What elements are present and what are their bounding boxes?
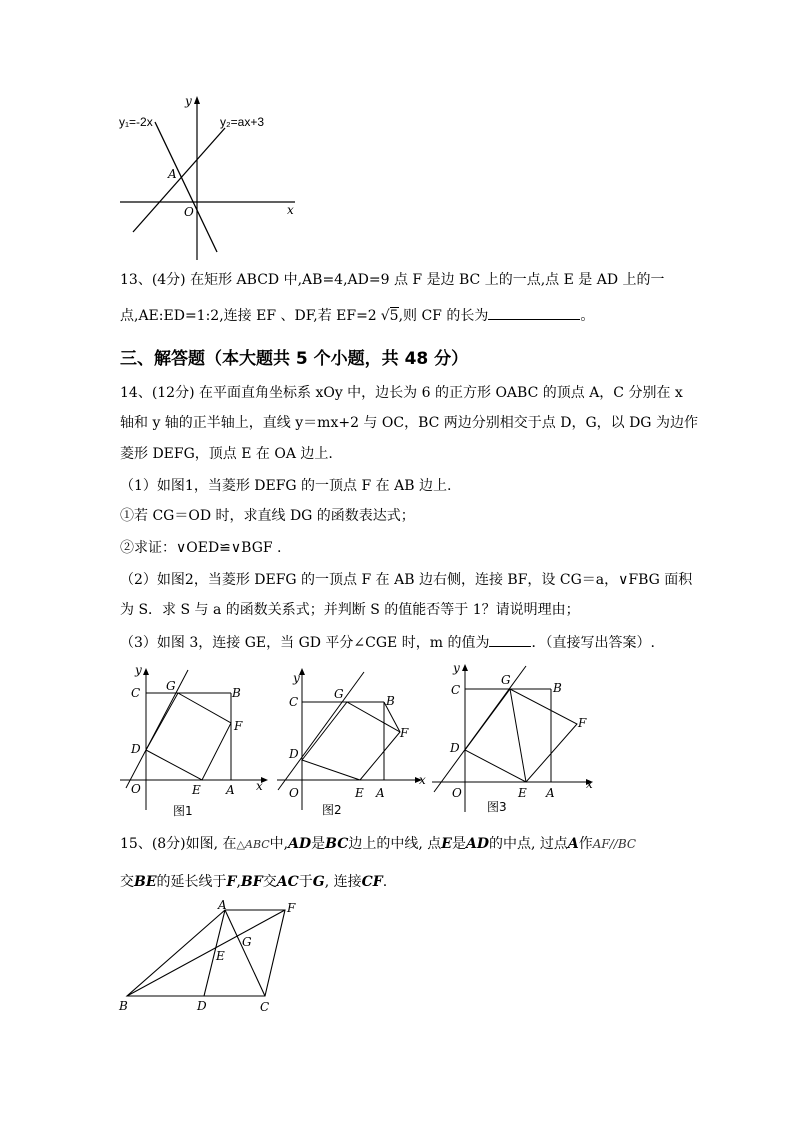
figure-3 bbox=[430, 656, 600, 816]
fig1-o: O bbox=[131, 782, 141, 796]
fig1-caption: 图1 bbox=[173, 804, 193, 818]
q15-t6: 的中点, 过点 bbox=[488, 836, 568, 852]
q15-fig-e: E bbox=[216, 949, 225, 963]
fig3-y: y bbox=[453, 661, 460, 675]
q15-f: F bbox=[226, 874, 237, 890]
figure-2 bbox=[272, 660, 432, 820]
q15-t5: 是 bbox=[451, 836, 466, 852]
sqrt-radicand: 5 bbox=[389, 308, 399, 324]
q15-t4: 边上的中线, 点 bbox=[348, 836, 442, 852]
q15-cf: CF bbox=[361, 874, 383, 890]
q15-ad: AD bbox=[288, 836, 312, 852]
q13-text-b: ,则 CF 的长为 bbox=[398, 308, 489, 324]
fig3-f: F bbox=[578, 716, 587, 730]
q15-bc: BC bbox=[325, 836, 349, 852]
fig3-x: x bbox=[586, 777, 593, 791]
fig2-a: A bbox=[376, 786, 385, 800]
fig2-g: G bbox=[334, 687, 344, 701]
q14-line9 bbox=[120, 632, 655, 653]
q15-bf: BF bbox=[240, 874, 263, 890]
q15-ac: AC bbox=[276, 874, 299, 890]
fig1-b: B bbox=[232, 686, 241, 700]
line2-label: y₂=ax+3 bbox=[220, 115, 265, 129]
q15-u1: 交 bbox=[120, 874, 134, 890]
q15-fig-a: A bbox=[218, 898, 227, 912]
answer-blank-q14[interactable] bbox=[489, 632, 531, 647]
q15-afbc: AF//BC bbox=[592, 837, 637, 851]
fig2-c: C bbox=[289, 695, 299, 709]
q14-line8: 为 S．求 S 与 a 的函数关系式；并判断 S 的值能否等于 1？请说明理由； bbox=[120, 602, 580, 618]
y-axis-label: y bbox=[185, 94, 192, 108]
fig1-x: x bbox=[256, 779, 263, 793]
q15-a: A bbox=[567, 836, 579, 852]
fig1-f: F bbox=[234, 719, 243, 733]
figure-q15 bbox=[115, 898, 315, 1018]
fig2-e: E bbox=[355, 786, 364, 800]
q15-fig-d: D bbox=[197, 999, 207, 1013]
q15-u5: 于 bbox=[298, 874, 313, 890]
figure-1 bbox=[118, 660, 278, 820]
fig1-g: G bbox=[166, 679, 176, 693]
fig3-b: B bbox=[553, 681, 562, 695]
fig3-g: G bbox=[501, 673, 511, 687]
fig3-e: E bbox=[518, 786, 527, 800]
fig2-o: O bbox=[289, 786, 299, 800]
q14-line6: ②求证：∨OED≌∨BGF . bbox=[120, 540, 282, 556]
fig2-caption: 图2 bbox=[322, 803, 342, 817]
q15-tri: △ABC bbox=[236, 838, 270, 851]
q15-t7: 作 bbox=[578, 836, 593, 852]
q15-u6: , 连接 bbox=[324, 874, 362, 890]
q15-t3: 是 bbox=[311, 836, 326, 852]
fig3-d: D bbox=[450, 741, 460, 755]
fig2-d: D bbox=[289, 747, 299, 761]
q14-line1: 14、(12分) 在平面直角坐标系 xOy 中，边长为 6 的正方形 OABC 的顶点 A，C 分别在 x bbox=[120, 385, 683, 401]
origin-label: O bbox=[184, 205, 194, 219]
q15-fig-c: C bbox=[260, 1000, 270, 1014]
q15-ad2: AD bbox=[465, 836, 489, 852]
line1-label: y₁=-2x bbox=[119, 115, 153, 129]
fig1-d: D bbox=[131, 742, 141, 756]
fig3-c: C bbox=[451, 683, 461, 697]
fig2-f: F bbox=[400, 726, 409, 740]
fig3-o: O bbox=[452, 786, 462, 800]
fig1-e: E bbox=[192, 783, 201, 797]
q14-line2: 轴和 y 轴的正半轴上，直线 y＝mx+2 与 OC，BC 两边分别相交于点 D，G，以 DG 为边作 bbox=[120, 415, 698, 431]
fig3-caption: 图3 bbox=[487, 800, 507, 814]
fig3-a: A bbox=[546, 786, 555, 800]
fig2-b: B bbox=[386, 694, 395, 708]
q14-line7: （2）如图2，当菱形 DEFG 的一顶点 F 在 AB 边右侧，连接 BF，设 CG＝a，∨FBG 面积 bbox=[120, 572, 693, 588]
fig1-y: y bbox=[135, 663, 142, 677]
point-a-label: A bbox=[168, 167, 177, 181]
q14-l9-end: ．（直接写出答案）. bbox=[531, 635, 655, 651]
answer-blank-q13[interactable] bbox=[488, 305, 580, 320]
q15-u7: . bbox=[382, 874, 388, 890]
q14-line3: 菱形 DEFG，顶点 E 在 OA 边上. bbox=[120, 446, 333, 462]
q13-text-a: 点,AE:ED=1:2,连接 EF 、DF,若 EF=2 bbox=[120, 308, 377, 324]
q13-line1: 13、(4分) 在矩形 ABCD 中,AB=4,AD=9 点 F 是边 BC 上的一点,点 E 是 AD 上的一 bbox=[120, 272, 665, 288]
q15-fig-b: B bbox=[119, 999, 128, 1013]
q15-line1 bbox=[120, 834, 636, 855]
fig1-a: A bbox=[226, 783, 235, 797]
q15-be: BE bbox=[134, 874, 157, 890]
q13-end: 。 bbox=[580, 308, 595, 324]
q14-line5: ①若 CG＝OD 时，求直线 DG 的函数表达式； bbox=[120, 508, 415, 524]
q15-g: G bbox=[312, 874, 325, 890]
fig2-y: y bbox=[293, 671, 300, 685]
fig2-x: x bbox=[419, 773, 426, 787]
q13-line2 bbox=[120, 305, 594, 326]
q15-t1: 15、(8分)如图, 在 bbox=[120, 836, 237, 852]
q15-e: E bbox=[441, 836, 452, 852]
linear-functions-figure bbox=[115, 92, 305, 262]
q15-u4: 交 bbox=[262, 874, 277, 890]
q15-u3: , bbox=[236, 874, 241, 890]
q15-u2: 的延长线于 bbox=[156, 874, 227, 890]
q14-l9-text: （3）如图 3，连接 GE，当 GD 平分∠CGE 时，m 的值为 bbox=[120, 635, 490, 651]
q15-fig-f: F bbox=[287, 901, 296, 915]
section-heading: 三、解答题（本大题共 5 个小题，共 48 分） bbox=[120, 349, 469, 369]
q15-fig-g: G bbox=[242, 935, 252, 949]
fig1-c: C bbox=[131, 686, 141, 700]
sqrt-symbol: √ bbox=[380, 308, 390, 324]
q15-line2 bbox=[120, 872, 387, 892]
q14-line4: （1）如图1，当菱形 DEFG 的一顶点 F 在 AB 边上. bbox=[120, 478, 452, 494]
x-axis-label: x bbox=[287, 203, 294, 217]
q15-t2: 中, bbox=[269, 836, 289, 852]
